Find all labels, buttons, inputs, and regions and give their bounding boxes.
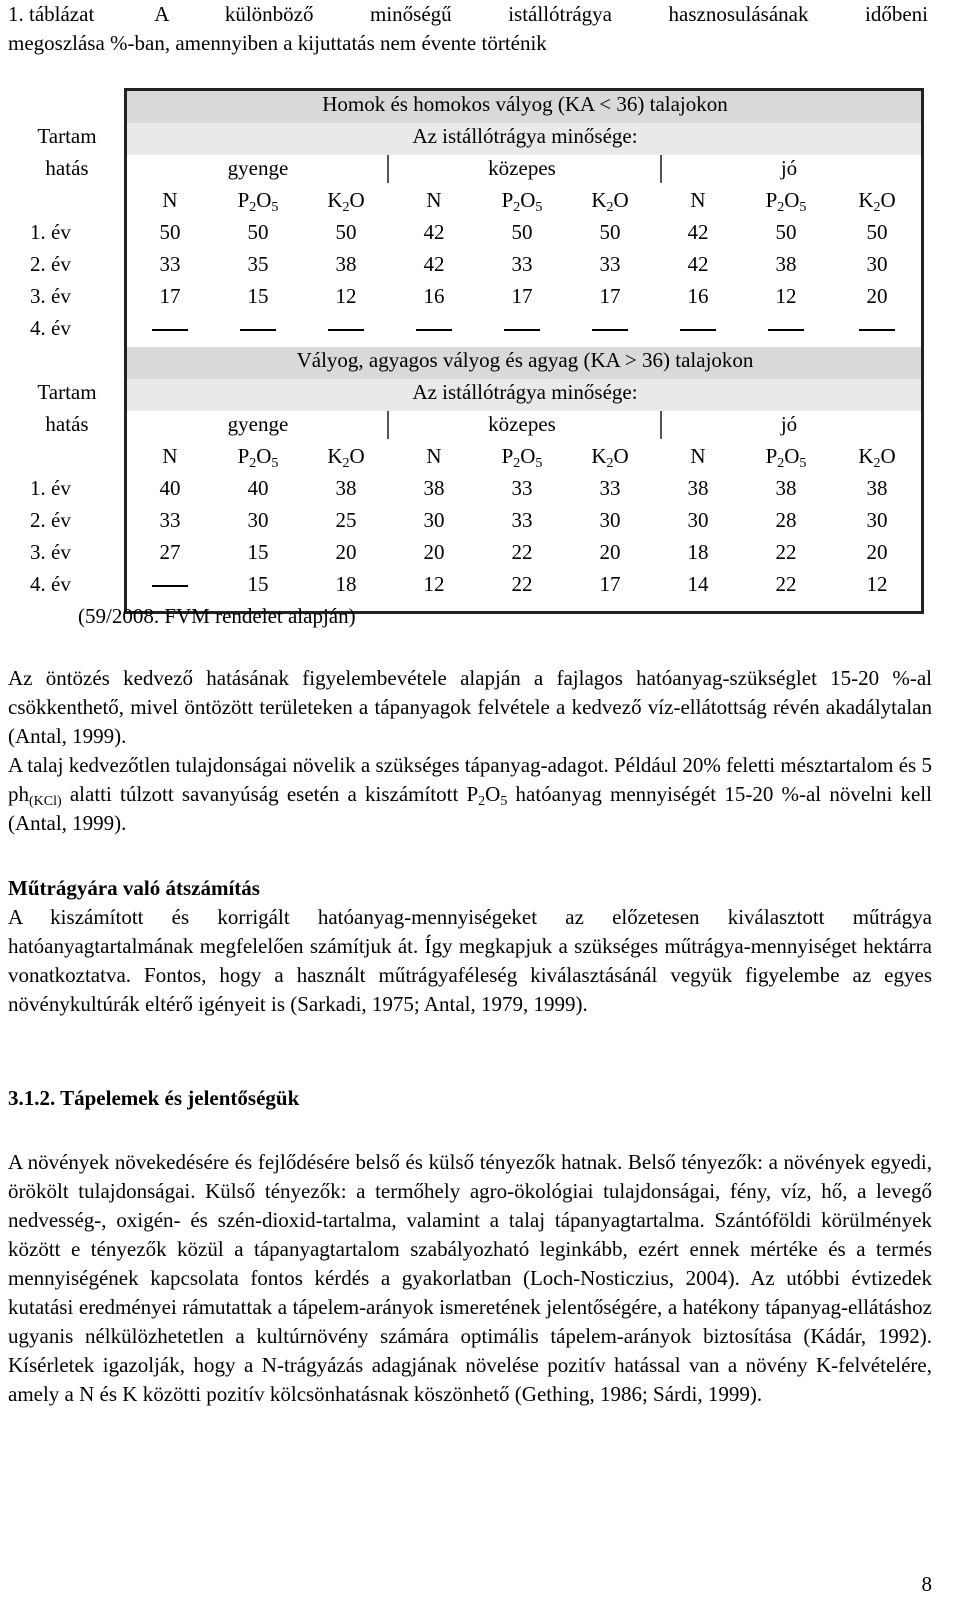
dash-mark	[152, 329, 188, 331]
table-cell: 27	[159, 539, 181, 564]
year-label: 3. év	[30, 283, 71, 308]
table-cell: 38	[775, 475, 797, 500]
table-cell: 17	[159, 283, 181, 308]
dash-mark	[592, 329, 628, 331]
table-cell: 14	[687, 571, 709, 596]
table-cell: 20	[335, 539, 357, 564]
nutrient-base: N	[162, 187, 178, 212]
dash-mark	[859, 329, 895, 331]
table-cell: 33	[599, 251, 621, 276]
row-label-tartam: Tartam	[37, 124, 97, 148]
nutrient-base: P	[765, 443, 778, 468]
table-cell: 42	[423, 219, 445, 244]
paragraph-text: Az öntözés kedvező hatásának figyelembevétele alapján a fajlagos hatóanyag-szükséglet 15-20 %-al csökkenthető, mivel öntözött területeken a tápanyagok felvétele a kedvező víz-ellátottság révén akadálytalan (Antal, 1999).	[8, 666, 932, 748]
table-cell: 22	[511, 539, 533, 564]
nutrient-sub: 5	[799, 199, 807, 215]
table-cell: 30	[866, 507, 888, 532]
nutrient-header	[742, 440, 830, 472]
table-cell	[478, 312, 566, 344]
table-cell: 42	[687, 219, 709, 244]
table-cell: 50	[247, 219, 269, 244]
nutrient-sub: 5	[535, 199, 543, 215]
table-cell: 30	[423, 507, 445, 532]
table-cell: 50	[511, 219, 533, 244]
table-cell: 33	[511, 475, 533, 500]
nutrient-sub: 2	[873, 455, 881, 471]
nutrient-base: P	[237, 187, 250, 212]
quality-1: közepes	[488, 411, 556, 436]
table-cell	[126, 312, 214, 344]
table-row	[8, 504, 924, 536]
nutrient-mid: O	[784, 187, 800, 212]
quality-label: Az istállótrágya minősége:	[412, 123, 638, 148]
table-cell: 12	[335, 283, 357, 308]
soil-row	[8, 88, 924, 120]
paragraph-nutrients: A növények növekedésére és fejlődésére belső és külső tényezők hatnak. Belső tényezők: a növények egyedi, örökölt tulajdonságai. Külső tényezők: a termőhely agro-ökológiai tulajdonságai, fény, víz, hő, a levegő nedvesség-, oxigén- és szén-dioxid-tartalma, valamint a talaj tápanyagtartalma. Szántóföldi körülmények között e tényezők közül a tápanyagtartalom szabályozható leginkább, ezért ennek mértéke és a termés mennyiségének kapcsolata fontos kérdés a gyakorlatban (Loch-Nosticzius, 2004). Az utóbbi évtizedek kutatási eredményei rámutattak a tápelem-arányok ismeretének jelentőségére, a hatékony tápanyag-ellátáshoz ugyanis nélkülözhetetlen a kultúrnövény számára optimális tápelem-arányok biztosítása (Kádár, 1992). Kísérletek igazolják, hogy a N-trágyázás adagjának növelése pozitív hatással van a növény K-felvételére, amely a N és K közötti pozitív kölcsönhatásnak köszönhető (Gething, 1986; Sárdi, 1999).	[8, 1150, 932, 1406]
dash-mark	[328, 329, 364, 331]
table-cell	[654, 312, 742, 344]
table-cell: 30	[866, 251, 888, 276]
quality-separator	[387, 411, 389, 439]
nutrient-sub: 2	[606, 455, 614, 471]
nutrient-header	[654, 440, 742, 472]
quality-0: gyenge	[227, 411, 289, 436]
table-cell: 22	[775, 571, 797, 596]
nutrient-mid: O	[256, 443, 272, 468]
table-cell: 12	[775, 283, 797, 308]
table-number: 1. táblázat	[8, 2, 95, 26]
nutrient-mid: O	[880, 187, 896, 212]
table-cell: 33	[599, 475, 621, 500]
table-cell: 40	[247, 475, 269, 500]
table-cell: 50	[335, 219, 357, 244]
year-label: 4. év	[30, 315, 71, 340]
table-cell: 12	[866, 571, 888, 596]
table-cell: 20	[866, 539, 888, 564]
quality-label-row	[8, 120, 924, 152]
caption-title-line2: megoszlása %-ban, amennyiben a kijuttatás nem évente történik	[8, 31, 547, 55]
table-cell: 50	[159, 219, 181, 244]
table-row	[8, 472, 924, 504]
table-cell: 25	[335, 507, 357, 532]
nutrient-header	[302, 440, 390, 472]
row-label-hatas: hatás	[45, 156, 89, 180]
nutrient-row	[8, 440, 924, 472]
quality-1: közepes	[488, 155, 556, 180]
table-row	[8, 248, 924, 280]
table-cell: 20	[866, 283, 888, 308]
nutrient-sub: 5	[271, 455, 279, 471]
manure-table	[8, 88, 924, 600]
nutrient-base: P	[501, 187, 514, 212]
table-source: (59/2008. FVM rendelet alapján)	[78, 604, 356, 628]
year-label: 2. év	[30, 251, 71, 276]
quality-2: jó	[780, 411, 798, 436]
quality-separator	[660, 411, 662, 439]
nutrient-header	[302, 184, 390, 216]
table-cell: 18	[335, 571, 357, 596]
table-cell: 50	[866, 219, 888, 244]
dash-mark	[680, 329, 716, 331]
paragraph-irrigation	[8, 664, 932, 838]
nutrient-sub: 2	[342, 455, 350, 471]
nutrient-mid: O	[784, 443, 800, 468]
nutrient-header	[214, 184, 302, 216]
nutrient-sub: 2	[249, 199, 257, 215]
table-cell	[302, 312, 390, 344]
nutrient-header	[742, 184, 830, 216]
table-cell: 12	[423, 571, 445, 596]
nutrient-header	[126, 440, 214, 472]
quality-label-row	[8, 376, 924, 408]
table-cell: 42	[687, 251, 709, 276]
nutrient-sub: 5	[799, 455, 807, 471]
nutrient-base: P	[501, 443, 514, 468]
table-cell: 15	[247, 571, 269, 596]
nutrient-header	[390, 184, 478, 216]
nutrient-base: K	[327, 187, 343, 212]
table-cell: 20	[423, 539, 445, 564]
nutrient-base: N	[426, 187, 442, 212]
page-number: 8	[921, 1572, 932, 1596]
table-cell: 38	[335, 475, 357, 500]
table-cell	[566, 312, 654, 344]
nutrient-base: N	[162, 443, 178, 468]
nutrient-base: K	[858, 187, 874, 212]
table-row	[8, 312, 924, 344]
table-cell: 40	[159, 475, 181, 500]
table-cell: 38	[866, 475, 888, 500]
table-cell: 38	[687, 475, 709, 500]
quality-0: gyenge	[227, 155, 289, 180]
table-cell: 33	[159, 251, 181, 276]
quality-row	[8, 408, 924, 440]
table-cell: 50	[775, 219, 797, 244]
nutrient-sub: 5	[535, 455, 543, 471]
nutrient-mid: O	[349, 187, 365, 212]
nutrient-sub: 2	[777, 199, 785, 215]
nutrient-mid: O	[880, 443, 896, 468]
table-row	[8, 568, 924, 600]
nutrient-sub: 2	[513, 455, 521, 471]
table-cell: 15	[247, 283, 269, 308]
paragraph-soil: A talaj kedvezőtlen tulajdonságai növelik a szükséges tápanyag-adagot. Például 20% feletti mésztartalom és 5 $ph_{(KCl)}$ alatti túlzott savanyúság esetén a kiszámított $P_2O_5$ hatóanyag mennyiségét 15-20 %-al növelni kell (Antal, 1999).	[8, 753, 932, 835]
dash-mark	[416, 329, 452, 331]
table-cell	[214, 312, 302, 344]
nutrient-header	[214, 440, 302, 472]
table-cell: 38	[423, 475, 445, 500]
nutrient-base: K	[591, 187, 607, 212]
nutrient-base: K	[591, 443, 607, 468]
table-cell: 20	[599, 539, 621, 564]
quality-separator	[660, 155, 662, 183]
nutrient-header	[566, 184, 654, 216]
table-cell	[830, 312, 924, 344]
dash-mark	[240, 329, 276, 331]
nutrient-sub: 2	[513, 199, 521, 215]
nutrient-header	[654, 184, 742, 216]
dash-mark	[768, 329, 804, 331]
nutrient-sub: 2	[777, 455, 785, 471]
table-cell	[126, 568, 214, 600]
table-cell: 15	[247, 539, 269, 564]
quality-separator	[387, 155, 389, 183]
nutrient-base: N	[690, 443, 706, 468]
table-cell: 38	[335, 251, 357, 276]
heading-conversion: Műtrágyára való átszámítás	[8, 876, 260, 900]
quality-row	[8, 152, 924, 184]
year-label: 3. év	[30, 539, 71, 564]
nutrient-base: K	[858, 443, 874, 468]
table-cell: 16	[423, 283, 445, 308]
nutrient-mid: O	[520, 187, 536, 212]
nutrient-header	[830, 440, 924, 472]
nutrient-base: N	[426, 443, 442, 468]
nutrient-sub: 2	[873, 199, 881, 215]
nutrient-header	[566, 440, 654, 472]
table-cell: 30	[599, 507, 621, 532]
nutrient-mid: O	[256, 187, 272, 212]
nutrient-base: K	[327, 443, 343, 468]
soil-heading: Vályog, agyagos vályog és agyag (KA > 36) talajokon	[296, 347, 754, 372]
nutrient-sub: 2	[606, 199, 614, 215]
table-cell: 38	[775, 251, 797, 276]
dash-mark	[152, 585, 188, 587]
table-cell: 18	[687, 539, 709, 564]
table-cell: 22	[511, 571, 533, 596]
table-cell: 30	[247, 507, 269, 532]
nutrient-sub: 2	[249, 455, 257, 471]
year-label: 1. év	[30, 219, 71, 244]
table-cell: 33	[511, 507, 533, 532]
table-cell: 42	[423, 251, 445, 276]
year-label: 4. év	[30, 571, 71, 596]
nutrient-header	[478, 440, 566, 472]
nutrient-header	[126, 184, 214, 216]
quality-2: jó	[780, 155, 798, 180]
nutrient-base: P	[765, 187, 778, 212]
nutrient-header	[478, 184, 566, 216]
table-caption	[8, 0, 928, 58]
table-cell: 22	[775, 539, 797, 564]
quality-label: Az istállótrágya minősége:	[412, 379, 638, 404]
nutrient-mid: O	[520, 443, 536, 468]
table-cell: 16	[687, 283, 709, 308]
table-cell: 17	[599, 571, 621, 596]
caption-title-line1: A különböző minőségű istállótrágya hasznosulásának időbeni	[154, 2, 928, 26]
nutrient-header	[390, 440, 478, 472]
table-cell	[390, 312, 478, 344]
nutrient-row	[8, 184, 924, 216]
soil-heading: Homok és homokos vályog (KA < 36) talajokon	[322, 91, 728, 116]
table-cell: 33	[511, 251, 533, 276]
nutrient-sub: 5	[271, 199, 279, 215]
year-label: 2. év	[30, 507, 71, 532]
table-cell	[742, 312, 830, 344]
table-cell: 35	[247, 251, 269, 276]
nutrient-mid: O	[349, 443, 365, 468]
table-row	[8, 280, 924, 312]
nutrient-base: N	[690, 187, 706, 212]
table-row	[8, 216, 924, 248]
table-cell: 30	[687, 507, 709, 532]
row-label-tartam: Tartam	[37, 380, 97, 404]
table-cell: 28	[775, 507, 797, 532]
year-label: 1. év	[30, 475, 71, 500]
nutrient-header	[830, 184, 924, 216]
table-cell: 17	[599, 283, 621, 308]
heading-nutrients: 3.1.2. Tápelemek és jelentőségük	[8, 1086, 300, 1110]
table-row	[8, 536, 924, 568]
nutrient-base: P	[237, 443, 250, 468]
soil-row	[8, 344, 924, 376]
table-cell: 50	[599, 219, 621, 244]
nutrient-mid: O	[613, 187, 629, 212]
row-label-hatas: hatás	[45, 412, 89, 436]
table-cell: 17	[511, 283, 533, 308]
nutrient-mid: O	[613, 443, 629, 468]
paragraph-conversion: A kiszámított és korrigált hatóanyag-mennyiségeket az előzetesen kiválasztott műtrágya hatóanyagtartalmának megfelelően számítjuk át. Így megkapjuk a szükséges műtrágya-mennyiséget hektárra vonatkoztatva. Fontos, hogy a használt műtrágyaféleség kiválasztásánál vegyük figyelembe az egyes növénykultúrák eltérő igényeit is (Sarkadi, 1975; Antal, 1979, 1999).	[8, 905, 932, 1016]
table-cell: 33	[159, 507, 181, 532]
dash-mark	[504, 329, 540, 331]
nutrient-sub: 2	[342, 199, 350, 215]
